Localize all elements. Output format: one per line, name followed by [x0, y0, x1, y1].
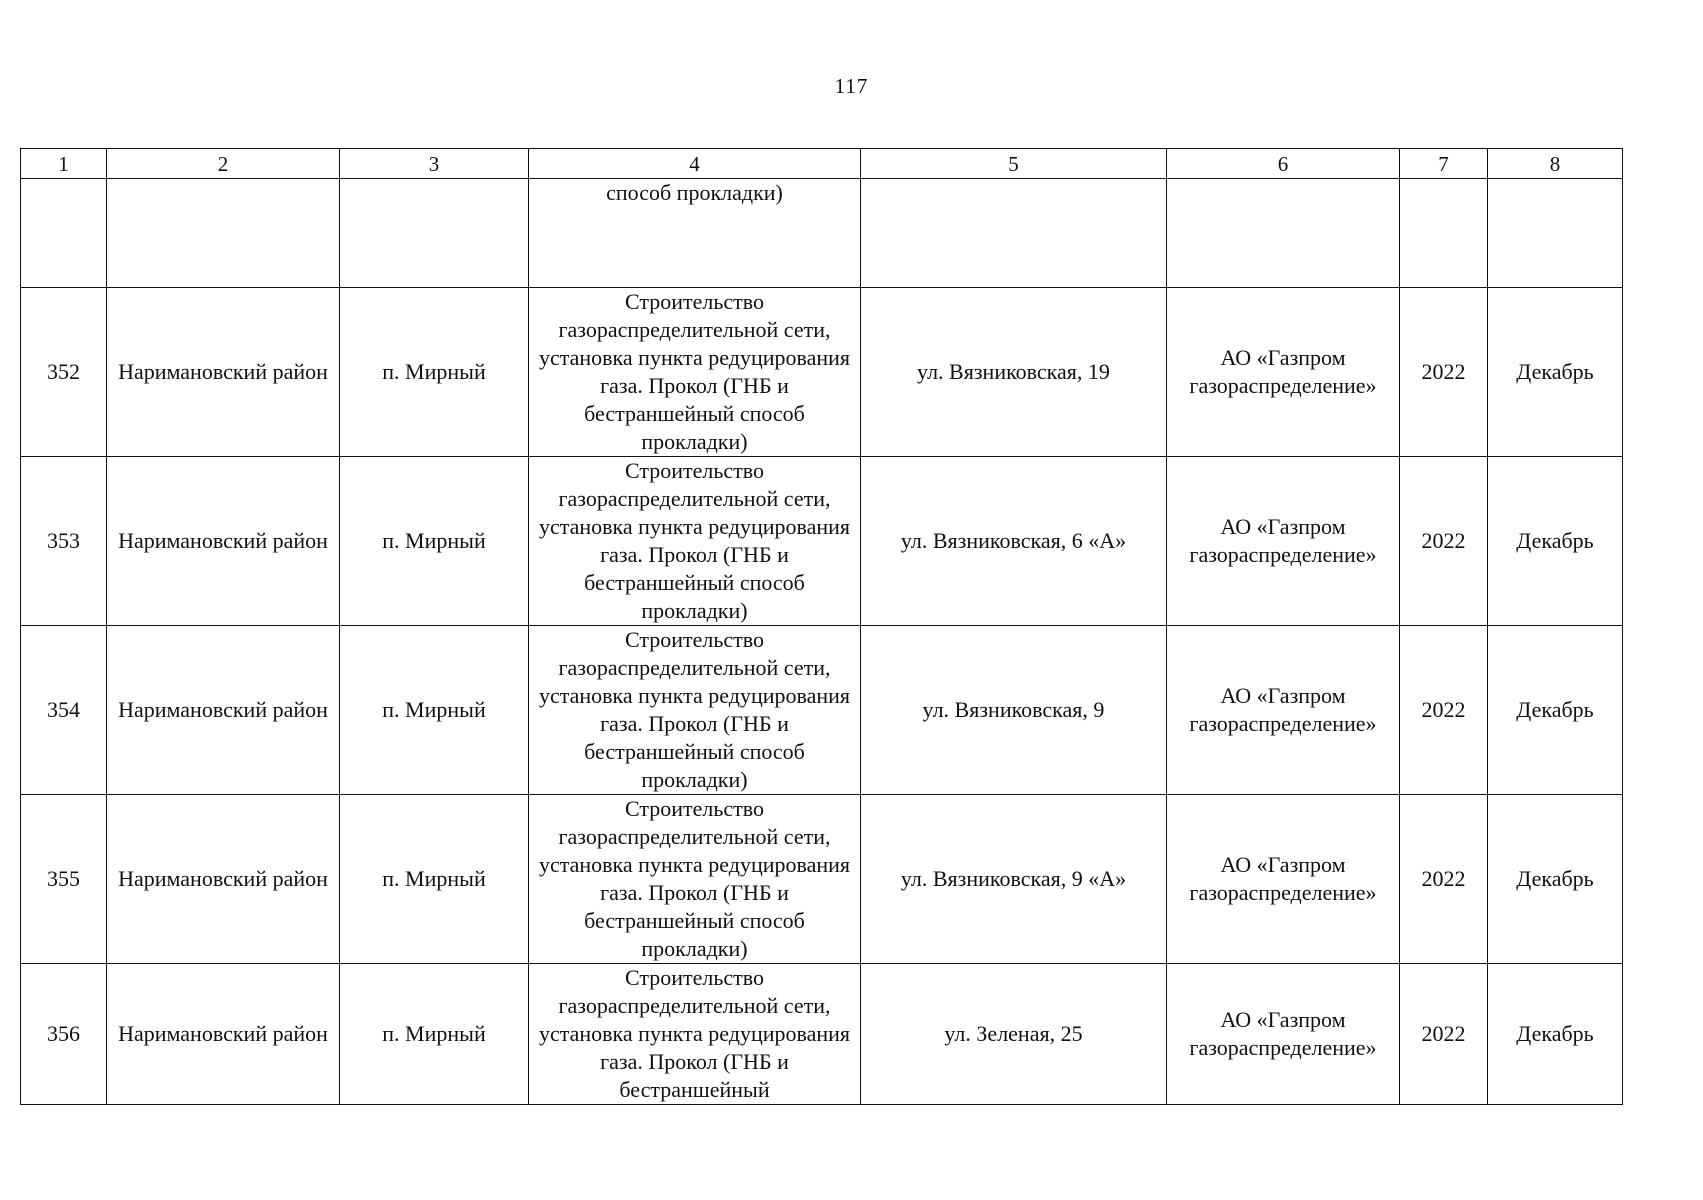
- organization-cell: АО «Газпром газораспределение»: [1167, 288, 1400, 457]
- continuation-cell: [21, 179, 107, 288]
- settlement-cell: п. Мирный: [340, 964, 529, 1105]
- row-number: 355: [21, 795, 107, 964]
- continuation-cell: [1400, 179, 1488, 288]
- table-body: [21, 179, 1623, 1105]
- settlement-cell: п. Мирный: [340, 457, 529, 626]
- description-cell: Строительство газораспределительной сети, установка пункта редуцирования газа. Прокол (ГНБ и бестраншейный способ прокладки): [529, 795, 861, 964]
- organization-cell: АО «Газпром газораспределение»: [1167, 626, 1400, 795]
- month-cell: Декабрь: [1488, 626, 1623, 795]
- district-cell: Наримановский район: [107, 964, 340, 1105]
- data-table: [20, 148, 1623, 1105]
- header-col-3: 3: [340, 149, 529, 179]
- page-number: 117: [834, 74, 869, 98]
- organization-cell: АО «Газпром газораспределение»: [1167, 964, 1400, 1105]
- year-cell: 2022: [1400, 795, 1488, 964]
- continuation-cell: [861, 179, 1167, 288]
- table-row: [21, 288, 1623, 457]
- row-number: 352: [21, 288, 107, 457]
- continuation-cell: [1488, 179, 1623, 288]
- row-number: 354: [21, 626, 107, 795]
- organization-cell: АО «Газпром газораспределение»: [1167, 795, 1400, 964]
- year-cell: 2022: [1400, 457, 1488, 626]
- table-row: [21, 626, 1623, 795]
- header-col-5: 5: [861, 149, 1167, 179]
- continuation-row: [21, 179, 1623, 288]
- address-cell: ул. Зеленая, 25: [861, 964, 1167, 1105]
- district-cell: Наримановский район: [107, 288, 340, 457]
- header-col-8: 8: [1488, 149, 1623, 179]
- header-col-1: 1: [21, 149, 107, 179]
- year-cell: 2022: [1400, 964, 1488, 1105]
- district-cell: Наримановский район: [107, 795, 340, 964]
- address-cell: ул. Вязниковская, 9 «А»: [861, 795, 1167, 964]
- address-cell: ул. Вязниковская, 19: [861, 288, 1167, 457]
- settlement-cell: п. Мирный: [340, 795, 529, 964]
- month-cell: Декабрь: [1488, 795, 1623, 964]
- table-row: [21, 457, 1623, 626]
- district-cell: Наримановский район: [107, 626, 340, 795]
- header-row: [21, 149, 1623, 179]
- district-cell: Наримановский район: [107, 457, 340, 626]
- continuation-cell: [1167, 179, 1400, 288]
- continuation-cell: [340, 179, 529, 288]
- address-cell: ул. Вязниковская, 9: [861, 626, 1167, 795]
- row-number: 353: [21, 457, 107, 626]
- row-number: 356: [21, 964, 107, 1105]
- table-row: [21, 795, 1623, 964]
- address-cell: ул. Вязниковская, 6 «А»: [861, 457, 1167, 626]
- year-cell: 2022: [1400, 626, 1488, 795]
- year-cell: 2022: [1400, 288, 1488, 457]
- continuation-cell: [107, 179, 340, 288]
- table-row: [21, 964, 1623, 1105]
- month-cell: Декабрь: [1488, 288, 1623, 457]
- header-col-6: 6: [1167, 149, 1400, 179]
- description-cell: Строительство газораспределительной сети, установка пункта редуцирования газа. Прокол (ГНБ и бестраншейный способ прокладки): [529, 457, 861, 626]
- continuation-description: способ прокладки): [529, 179, 861, 288]
- header-col-4: 4: [529, 149, 861, 179]
- month-cell: Декабрь: [1488, 457, 1623, 626]
- settlement-cell: п. Мирный: [340, 626, 529, 795]
- table-header: [21, 149, 1623, 179]
- header-col-2: 2: [107, 149, 340, 179]
- description-cell: Строительство газораспределительной сети, установка пункта редуцирования газа. Прокол (ГНБ и бестраншейный способ прокладки): [529, 288, 861, 457]
- header-col-7: 7: [1400, 149, 1488, 179]
- month-cell: Декабрь: [1488, 964, 1623, 1105]
- organization-cell: АО «Газпром газораспределение»: [1167, 457, 1400, 626]
- description-cell: Строительство газораспределительной сети, установка пункта редуцирования газа. Прокол (ГНБ и бестраншейный способ прокладки): [529, 626, 861, 795]
- description-cell: Строительство газораспределительной сети, установка пункта редуцирования газа. Прокол (ГНБ и бестраншейный: [529, 964, 861, 1105]
- settlement-cell: п. Мирный: [340, 288, 529, 457]
